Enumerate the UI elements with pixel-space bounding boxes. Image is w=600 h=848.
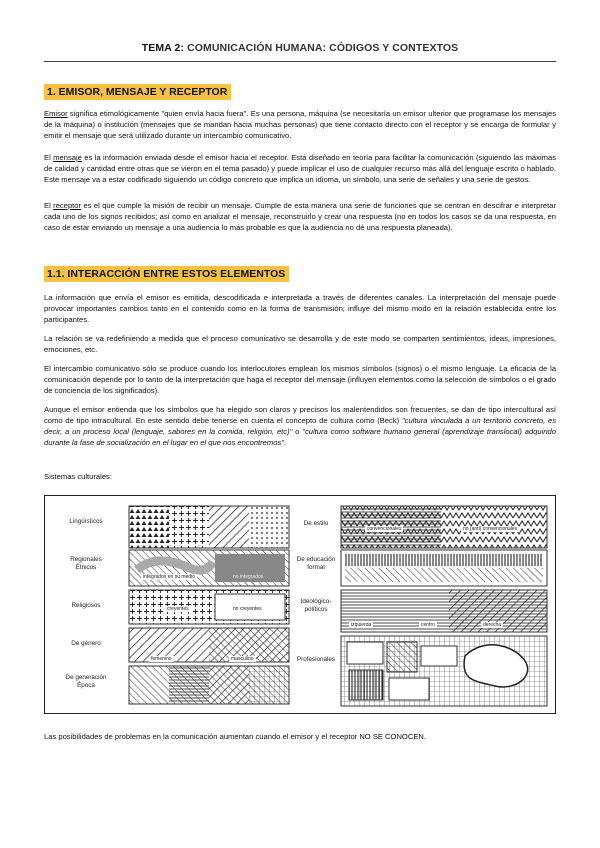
label-generacion: De generación Época — [65, 674, 107, 689]
generacion-2 — [209, 666, 249, 704]
mensaje-pre: El — [44, 153, 54, 162]
label-educacion: De educación formal — [296, 556, 336, 571]
cultura-mid: o — [292, 427, 303, 436]
inner-convencionales: convencionales — [367, 526, 402, 532]
pattern-ling-2 — [169, 506, 209, 548]
pattern-ling-4 — [249, 506, 289, 548]
label-genero: De género — [71, 640, 101, 647]
receptor-pre: El — [44, 201, 54, 210]
section-1-1-heading: 1.1. INTERACCIÓN ENTRE ESTOS ELEMENTOS — [44, 266, 289, 282]
label-profesionales: Profesionales — [296, 656, 336, 663]
inner-derecha: derecha — [483, 622, 502, 628]
generacion-3 — [249, 666, 289, 704]
educacion-2 — [345, 568, 543, 582]
inner-femenino: femenino — [151, 656, 172, 662]
prof-box-1 — [347, 642, 383, 664]
term-receptor: receptor — [53, 201, 82, 210]
label-religiosos: Religiosos — [71, 602, 101, 609]
paragraph-mensaje — [44, 152, 556, 185]
inner-no-convencionales: no (anti) convencionales — [463, 526, 518, 532]
label-linguisticos: Lingüísticos — [69, 518, 103, 525]
pattern-ling-1 — [129, 506, 169, 548]
inner-izquierda: izquierda — [351, 622, 372, 628]
paragraph-cultura — [44, 404, 556, 448]
inner-creyentes: creyentes — [167, 606, 189, 612]
paragraph-final: Las posibilidades de problemas en la comunicación aumentan cuando el emisor y el receptor NO SE CONOCEN. — [44, 732, 426, 741]
inner-no-creyentes: no creyentes — [233, 606, 262, 612]
term-mensaje: mensaje — [53, 153, 82, 162]
paragraph-emisor — [44, 108, 556, 141]
header-title: COMUNICACIÓN HUMANA: CÓDIGOS Y CONTEXTOS — [187, 42, 459, 54]
paragraph-receptor — [44, 200, 556, 233]
cultura-quote-1: "cultura vinculada a un territorio concreto, es decir, a un proceso local (lenguaje, sabores en la comida, religión, etc)" — [44, 416, 556, 436]
inner-no-integrados: no integrados — [233, 574, 264, 580]
page-header — [44, 42, 556, 54]
mensaje-text: es la información enviada desde el emisor hacia el receptor. Está diseñado en teoría para facilitar la comunicación (siguiendo las máximas de calidad y cantidad entre otras que se vieron en el tema pasado) y puede implicar el uso de cualquier recurso más allá del lenguaje escrito o hablado. Este mensaje va a estar codificado siguiendo un código concreto que implica un idioma, un símbolo, una serie de señales y una serie de gestos. — [44, 153, 556, 184]
header-tema: TEMA 2: — [141, 42, 185, 54]
header-divider — [44, 61, 556, 62]
paragraph-interaccion-2: La relación se va redefiniendo a medida que el proceso comunicativo se desarrolla y de este modo se comparten sentimientos, ideas, impresiones, emociones, etc. — [44, 334, 556, 354]
prof-box-4 — [349, 670, 383, 700]
cultura-end: . — [283, 438, 287, 447]
emisor-text: significa etimológicamente "quien envía hacia fuera". Es una persona, máquina (se necesitaría un emisor ulterior que programase los mensajes de la máquina) o institución (mensajes que se mandan hacia muchas personas) que tiene contacto directo con el receptor y se encarga de formular y emitir el mensaje que será utilizado durante un intercambio comunicativo. — [44, 109, 556, 140]
label-estilo: De estilo — [303, 520, 329, 527]
section-1-heading: 1. EMISOR, MENSAJE Y RECEPTOR — [44, 84, 231, 100]
prof-box-2 — [387, 642, 417, 672]
generacion-1 — [169, 666, 209, 704]
prof-box-3 — [421, 646, 457, 666]
paragraph-interaccion-3: El intercambio comunicativo sólo se produce cuando los interlocutores emplean los mismos símbolos (signos) o el mismo lenguaje. La eficacia de la comunicación depende por lo tanto de la interpretación que haga el receptor del mensaje (influyen elementos como la selección de símbolos o el grado de conciencia de los significados). — [44, 364, 556, 395]
label-regionales: Regionales Étnicos — [70, 556, 102, 571]
label-ideologico: Ideológico- políticos — [300, 598, 332, 613]
inner-centro: centro — [421, 622, 435, 628]
prof-box-5 — [389, 678, 429, 700]
cultura-text: Aunque el emisor entienda que los símbolos que ha elegido son claros y precisos los malentendidos son frecuentes, se dan de tipo intercultural así como de tipo intracultural. En este sentido debe tenerse en cuenta el concepto de cultura como (Beck) — [44, 405, 556, 425]
term-emisor: Emisor — [44, 109, 68, 118]
pattern-ling-3 — [209, 506, 249, 548]
educacion-1 — [345, 554, 543, 566]
paragraph-interaccion-1: La información que envía el emisor es emitida, descodificada e interpretada a través de diferentes canales. La interpretación del mensaje puede provocar importantes cambios tanto en el contenido como en la forma de transmisión; influye del mismo modo en la relación establecida entre los participantes. — [44, 293, 556, 324]
inner-integrados: integrados en su medio — [143, 574, 195, 580]
inner-masculino: masculino — [231, 656, 254, 662]
sistemas-label: Sistemas culturales: — [44, 472, 112, 481]
receptor-text: es el que cumple la misión de recibir un mensaje. Cumple de esta manera una serie de funciones que se centran en descifrar e interpretar cada uno de los signos recibidos; así como en analizar el mensaje, reconstruirlo y crear una respuesta (no en todos los casos se da una respuesta, en caso de estar enviando un mensaje a una audiencia lo más probable es que la audiencia no dé una respuesta planeada). — [44, 201, 556, 232]
sistemas-culturales-figure — [44, 495, 556, 714]
cultura-quote-2: "cultura como software humano general (aprendizaje translocal) adquirido durante la fase de socialización en el lugar en el que nos encontremos" — [44, 427, 556, 447]
